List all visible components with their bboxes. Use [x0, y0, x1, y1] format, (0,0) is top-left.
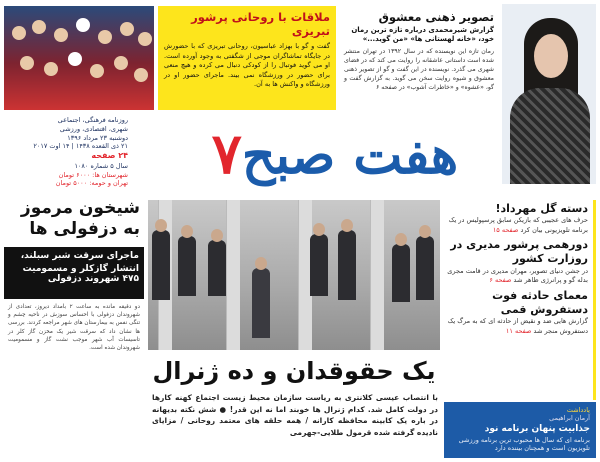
top-story-novel-subhead: گزارش شیرمحمدی درباره تازه ترین رمان خود، «خانه لهستانی ها» «من گوید...»: [351, 26, 494, 44]
masthead-info-date2: ۲۱ ذی القعده ۱۴۳۸ | ۱۴ اوت ۲۰۱۷: [33, 142, 128, 151]
main-headline[interactable]: یک حقوقدان و ده ژنرال: [152, 357, 436, 385]
brief3-headline[interactable]: معمای حادثه فوت دستفروش قمی: [492, 288, 588, 316]
top-story-cleric[interactable]: [158, 6, 336, 110]
cabinet-ministers-photo: [148, 200, 440, 350]
brief1-body: [446, 216, 588, 235]
brief2-body: [446, 267, 588, 286]
masthead-info-line1: روزنامه فرهنگی، اجتماعی: [57, 116, 128, 124]
newspaper-masthead: [170, 114, 500, 194]
dezful-headline[interactable]: شیخون مرموز به دزفولی ها: [20, 198, 140, 240]
stadium-crowd-photo: [4, 6, 154, 110]
top-story-cleric-body: گفت و گو با بهزاد عباسیون، روحانی تبریزی که با حضورش در جایگاه تماشاگران موجی از شگفتی به وجود آورده است. او می گوید فوتبال را از کودکی دنبال می کرده و هیچ منعی برای حضور در ورزشگاه نمی بیند. ماجرای حضور او در ورزشگاه و واکنش ها به آن.: [164, 42, 330, 89]
masthead-title: هفت صبح: [241, 125, 459, 186]
dezful-subhead-line1: ماجرای سرقت شبر سبلند،: [20, 250, 139, 261]
brief3-page-ref[interactable]: صفحه ۱۱: [505, 326, 532, 335]
brief1-page-ref[interactable]: صفحه ۱۵: [492, 225, 519, 234]
dezful-body: دو دقیقه مانده به ساعت ۲ بامداد دیروز، تعدادی از شهروندان دزفولی با احساس سوزش در ناحیه چشم و تنگی نفس به بیمارستان های شهر مراجعه کردند. بررسی ها نشان داد که سرقت شیر یک مخزن گاز کلر در تاسیسات آب شهر موجب نشت گاز و مسمومیت شهروندان شده است.: [8, 303, 140, 352]
opinion-box[interactable]: [444, 402, 596, 458]
masthead-info-date: دوشنبه ۲۳ مرداد ۱۳۹۶: [67, 133, 128, 142]
masthead-price-provinces: شهرستان ها: ۶۰۰۰ تومان: [58, 170, 128, 179]
masthead-number: ۷: [211, 121, 242, 187]
opinion-headline[interactable]: جذابیت پنهان برنامه نود: [484, 424, 590, 434]
left-column-story[interactable]: [4, 196, 144, 458]
masthead-pages: ۲۴ صفحه: [91, 151, 128, 161]
opinion-author: آرمان ابراهیمی: [549, 414, 590, 422]
right-column-briefs: [444, 200, 596, 400]
dezful-subhead-line2: انتشار گازکلر و مسمومیت ۴۷۵ شهروند دزفولی: [22, 263, 139, 284]
masthead-info: [6, 116, 128, 192]
brief2-page-ref[interactable]: صفحه ۶: [489, 276, 512, 285]
brief3-body: [446, 317, 588, 336]
brief2-headline[interactable]: دورهمی پرشور مدیری در روزارت کشور: [450, 238, 588, 266]
author-portrait-photo: [502, 4, 596, 184]
dezful-subhead-box: [4, 247, 144, 299]
masthead-info-line2: شهری، اقتصادی، ورزشی: [59, 124, 128, 133]
opinion-label: یادداشت: [566, 406, 590, 414]
top-story-cleric-headline[interactable]: ملاقات با روحانی پرشور تبریزی: [191, 10, 330, 38]
masthead-issue: سال ۵ شماره ۱۰۸۰: [74, 161, 128, 170]
brief1-headline[interactable]: دسته گل مهرداد!: [495, 202, 588, 215]
opinion-body: برنامه ای که سال ها محبوب ترین برنامه ورزشی تلویزیون است و همچنان بیننده دارد: [458, 436, 590, 452]
top-story-novel-headline[interactable]: تصویر ذهنی معشوق: [378, 10, 494, 24]
brief2-text: در جشن دنیای تصویر، مهران مدیری در قامت مجری بدله گو و پرانرژی ظاهر شد: [447, 266, 588, 285]
brief1-text: حرف های عجیبی که بازیکن سابق پرسپولیس در یک برنامه تلویزیونی بیان کرد: [448, 216, 588, 234]
main-story-body: با انتصاب عیسی کلانتری به ریاست سازمان محیط زیست اجتماع کهنه کارها در دولت کامل شد. کدام ژنرال ها خوبند اما نه این قدر! ● شش نکته بدیهانه در باره یک کابینه محافظه کارانه / همه حلقه های معتمد روحانی / مزایای نادیده گرفته شده قرمول طلایی-جهرمی: [152, 393, 438, 437]
masthead-price-tehran: تهران و حومه: ۵۰۰۰ تومان: [55, 179, 128, 188]
top-story-novel-body: رمان تازه این نویسنده که در سال ۱۳۹۲ در تهران منتشر شده است داستانی عاشقانه را روایت می کند که در فضای شهری می گذرد. نویسنده در این گفت و گو از تصویر ذهنی معشوق و شیوه روایت سخن می گوید. به گزارش گفت و گو، «عشوه» و «خاطرات آشوب» در صفحه ۶: [344, 47, 494, 91]
brief3-text: گزارش هایی ضد و نقیض از حادثه ای که به مرگ یک دستفروش منجر شد: [447, 317, 588, 335]
